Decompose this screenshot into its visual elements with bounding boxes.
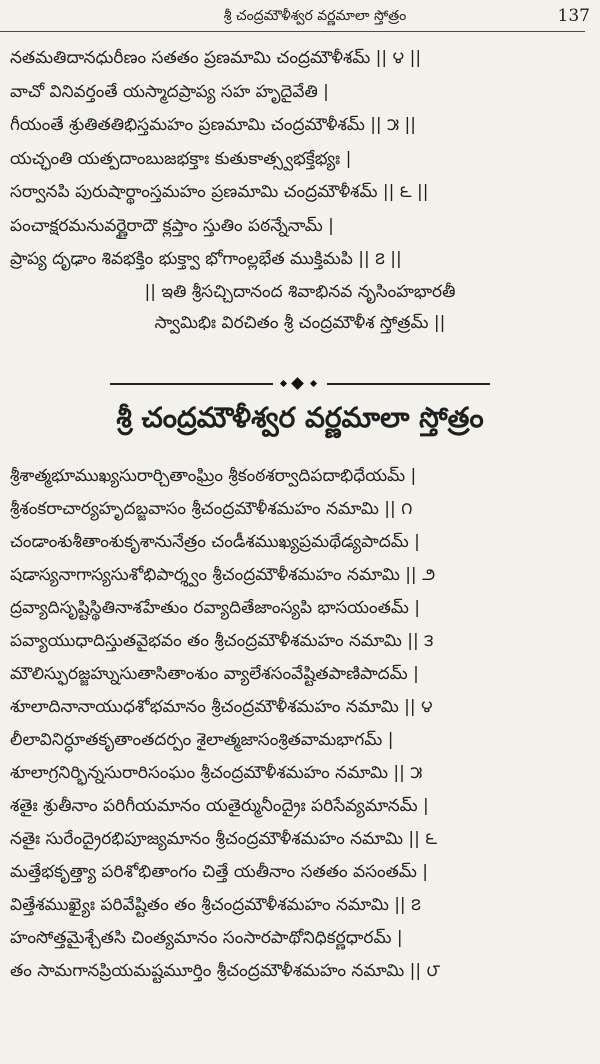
header-divider [0, 31, 585, 32]
ornament-small-diamond-icon [310, 380, 317, 387]
verse-line: శూలాగ్రనిర్భిన్నసురారిసంఘం శ్రీచంద్రమౌళీశమహం నమామి || ౫ [10, 763, 423, 783]
verse-line: హంసోత్తమైశ్చేతసి చింత్యమానం సంసారపాథోనిధికర్ణధారమ్ | [10, 928, 403, 948]
verse-line: మత్తేభకృత్త్యా పరిశోభితాంగం చిత్తే యతీనాం సతతం వసంతమ్ | [10, 862, 428, 882]
page-header [0, 0, 600, 34]
verse-line: ప్రాప్య దృఢాం శివభక్తిం భుక్త్వా భోగాంల్లభేత ముక్తిమపి || ౭ || [10, 249, 402, 269]
section-divider-ornament [110, 376, 490, 392]
ornament-small-diamond-icon [280, 380, 287, 387]
running-title: శ్రీ చంద్రమౌళీశ్వర వర్ణమాలా స్తోత్రం [223, 8, 407, 24]
verse-line: పవ్యాయుధాదిస్తుతవైభవం తం శ్రీచంద్రమౌళీశమహం నమామి || ౩ [10, 631, 434, 651]
verse-line: శూలాదినానాయుధశోభమానం శ్రీచంద్రమౌళీశమహం నమామి || ౪ [10, 697, 433, 717]
verse-line: యచ్ఛంతి యత్పదాంబుజభక్తాః కుతుకాత్స్వభక్తేభ్యః | [10, 148, 352, 169]
verse-line: శతైః శ్రుతీనాం పరిగీయమానం యతైర్మునీంద్రైః పరిసేవ్యమానమ్ | [10, 796, 429, 816]
verse-line: చండాంశుశీతాంశుకృశానునేత్రం చండీశముఖ్యప్రమథేడ్యపాదమ్ | [10, 532, 420, 552]
verse-line: నతమతిదానధురీణం సతతం ప్రణమామి చంద్రమౌళీశమ్ || ౪ || [10, 48, 422, 68]
verse-line: సర్వానపి పురుషార్థాంస్తమహం ప్రణమామి చంద్రమౌళీశమ్ || ౬ || [10, 182, 429, 202]
ornament-rule-left [110, 383, 273, 385]
verse-line: షడాస్యనాగాస్యసుశోభిపార్శ్వం శ్రీచంద్రమౌళీశమహం నమామి || ౨ [10, 565, 436, 585]
verse-line: ద్రవ్యాదిసృష్టిస్థితినాశహేతుం రవ్యాదితేజాంస్యపి భాసయంతమ్ | [10, 598, 420, 618]
top-verses [0, 42, 600, 339]
section-title: శ్రీ చంద్రమౌళీశ్వర వర్ణమాలా స్తోత్రం [116, 401, 484, 434]
ornament-rule-right [327, 383, 490, 385]
verse-line: లీలావినిర్ధూతకృతాంతదర్పం శైలాత్మజాసంశ్రితవామభాగమ్ | [10, 730, 394, 750]
verse-line: శ్రీశాత్మభూముఖ్యసురార్చితాంఘ్రిం శ్రీకంఠశర్వాదిపదాభిధేయమ్ | [10, 466, 417, 486]
colophon-line: || ఇతి శ్రీసచ్చిదానంద శివాభినవ నృసింహభారతీ [144, 281, 456, 302]
colophon-line: స్వామిభిః విరచితం శ్రీ చంద్రమౌళీశ స్తోత్రమ్ || [154, 312, 446, 333]
ornament-diamond-icon [291, 377, 304, 390]
verse-line: శ్రీశంకరాచార్యహృదబ్జవాసం శ్రీచంద్రమౌళీశమహం నమామి || ౧ [10, 499, 413, 519]
verse-line: పంచాక్షరమనువర్ణైరాదౌ క్లప్తాం స్తుతిం పఠన్నేనామ్ | [10, 215, 334, 236]
verse-line: మౌలిస్ఫురజ్జహ్నుసుతాసితాంశుం వ్యాలేశసంవేష్టితపాణిపాదమ్ | [10, 664, 419, 684]
page-number: 137 [557, 6, 590, 26]
verse-line: నతైః సురేంద్రైరభిపూజ్యమానం శ్రీచంద్రమౌళీశమహం నమామి || ౬ [10, 829, 438, 849]
verse-line: గీయంతే శ్రుతితతిభిస్తమహం ప్రణమామి చంద్రమౌళీశమ్ || ౫ || [10, 115, 417, 135]
verse-line: వాచో వినివర్తంతే యస్మాదప్రాప్య సహ హృదైవేతి | [10, 81, 329, 102]
verse-line: విత్తేశముఖ్యైః పరివేష్టితం తం శ్రీచంద్రమౌళీశమహం నమామి || ౭ [10, 895, 421, 915]
verse-line: తం సామగానప్రియమష్టమూర్తిం శ్రీచంద్రమౌళీశమహం నమామి || ౮ [10, 961, 441, 981]
bottom-verses [0, 460, 600, 988]
